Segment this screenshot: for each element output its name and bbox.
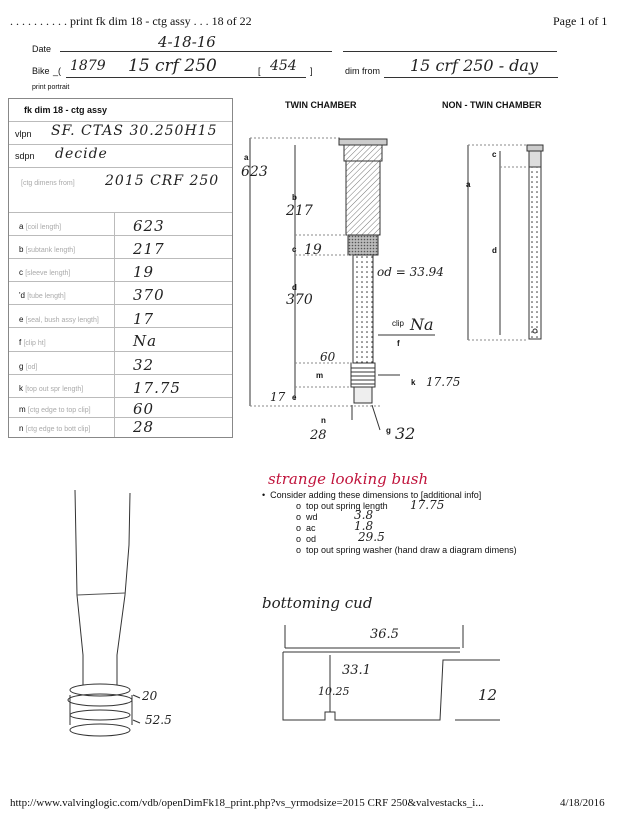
nontwin-label-a: a <box>466 180 471 189</box>
sketch-d4: 12 <box>478 686 498 704</box>
footer-url[interactable]: http://www.valvinglogic.com/vdb/openDimFk18_print.php?vs_yrmodsize=2015 CRF 250&valvestacks_i... <box>10 797 484 809</box>
hand-k: 17.75 <box>426 375 461 389</box>
twin-label-c: c <box>292 245 297 254</box>
twin-label-a: a <box>244 153 249 162</box>
twin-label-e: e <box>292 393 297 402</box>
sdpn-value[interactable]: decide <box>55 146 108 162</box>
dim-from-value[interactable]: 15 crf 250 - day <box>410 56 538 75</box>
twin-label-n: n <box>321 416 326 425</box>
row-value-m[interactable]: 60 <box>133 400 155 418</box>
hand-n: 28 <box>310 428 327 443</box>
list-item: o top out spring washer (hand draw a diagram dimens) <box>296 545 517 555</box>
row-value-g[interactable]: 32 <box>133 356 155 374</box>
nontwin-label-c: c <box>492 150 497 159</box>
row-value-e[interactable]: 17 <box>133 310 155 328</box>
blank-underline <box>343 50 557 52</box>
row-value-b[interactable]: 217 <box>133 240 165 258</box>
hand-a: 623 <box>241 164 268 180</box>
strange-note: strange looking bush <box>268 470 429 488</box>
twin-label-g: g <box>386 426 391 435</box>
dimension-table: fk dim 18 - ctg assy vlpn SF. CTAS 30.250H15 sdpn decide [ctg dimens from] 2015 CRF 250 a [coil length] 623 b [subtank length] 217 c [sleeve length] 19 'd [tube length] 370 e [seal, bush assy length] 17 f [clip ht] Na g [od] 32 k [top out spr length] 17.75 m [ctg edge to top clip] 60 n [ctg edge to bott clip] 28 <box>8 98 233 438</box>
hand-c: 19 <box>304 242 322 258</box>
ctg-label: [ctg dimens from] <box>21 180 75 187</box>
bike-num[interactable]: 454 <box>270 58 297 74</box>
sketch-d1: 36.5 <box>370 627 399 642</box>
bike-num-open: [ <box>258 66 261 76</box>
note-value-ac: 1.8 <box>354 519 374 533</box>
list-item: o top out spring length <box>296 501 388 511</box>
hand-m: 60 <box>320 350 336 364</box>
bike-label: Bike <box>32 66 50 76</box>
table-title: fk dim 18 - ctg assy <box>24 105 108 115</box>
bike-model[interactable]: 15 crf 250 <box>128 56 217 76</box>
nontwin-label-d: d <box>492 246 497 255</box>
hand-d: 370 <box>286 292 313 308</box>
date-label: Date <box>32 44 52 54</box>
bottoming-label: bottoming cud <box>262 594 373 612</box>
hand-od: od = 33.94 <box>377 265 444 279</box>
row-value-d[interactable]: 370 <box>133 286 165 304</box>
dim-from-label: dim from <box>345 66 381 76</box>
sdpn-label: sdpn <box>15 151 35 161</box>
twin-label-clip: clip <box>392 319 405 328</box>
tube-sketch <box>55 485 165 745</box>
bike-num-close: ] <box>310 66 313 76</box>
row-value-c[interactable]: 19 <box>133 263 155 281</box>
twin-label-k: k <box>411 378 416 387</box>
ctg-value[interactable]: 2015 CRF 250 <box>105 173 220 189</box>
non-twin-chamber-title: NON - TWIN CHAMBER <box>442 100 542 110</box>
page-header-title: . . . . . . . . . . print fk dim 18 - ctg assy . . . 18 of 22 <box>10 14 252 28</box>
vlpn-value[interactable]: SF. CTAS 30.250H15 <box>51 123 218 139</box>
sketch-d3: 10.25 <box>318 685 350 698</box>
sketch-s2: 52.5 <box>145 713 172 727</box>
hand-e: 17 <box>270 390 286 404</box>
twin-label-f: f <box>397 339 400 348</box>
dim-from-underline <box>384 76 558 78</box>
bike-underline <box>66 76 306 78</box>
consider-note: • Consider adding these dimensions to [additional info] <box>262 490 482 500</box>
note-value-tos-length: 17.75 <box>410 498 445 512</box>
twin-label-b: b <box>292 193 297 202</box>
bike-prefix: _( <box>53 66 62 76</box>
list-item: o ac <box>296 523 316 533</box>
sketch-s1: 20 <box>142 689 158 703</box>
twin-label-m: m <box>316 371 324 380</box>
print-portrait-label: print portrait <box>32 84 70 91</box>
page-number: Page 1 of 1 <box>553 14 608 28</box>
note-value-wd: 3.8 <box>354 508 374 522</box>
row-value-f[interactable]: Na <box>133 332 158 350</box>
twin-chamber-title: TWIN CHAMBER <box>285 100 357 110</box>
note-value-od: 29.5 <box>358 530 385 544</box>
footer-date: 4/18/2016 <box>560 797 605 809</box>
vlpn-label: vlpn <box>15 129 32 139</box>
hand-g: 32 <box>395 424 416 443</box>
date-value[interactable]: 4-18-16 <box>158 33 216 51</box>
bike-id[interactable]: 1879 <box>70 58 106 74</box>
hand-b: 217 <box>286 203 313 219</box>
row-value-k[interactable]: 17.75 <box>133 379 181 397</box>
sketch-d2: 33.1 <box>342 663 371 678</box>
non-twin-chamber-diagram <box>460 135 560 345</box>
twin-label-d: d <box>292 283 297 292</box>
hand-clip: Na <box>410 315 434 334</box>
list-item: o wd <box>296 512 318 522</box>
row-value-a[interactable]: 623 <box>133 217 165 235</box>
list-item: o od <box>296 534 317 544</box>
row-value-n[interactable]: 28 <box>133 418 155 436</box>
